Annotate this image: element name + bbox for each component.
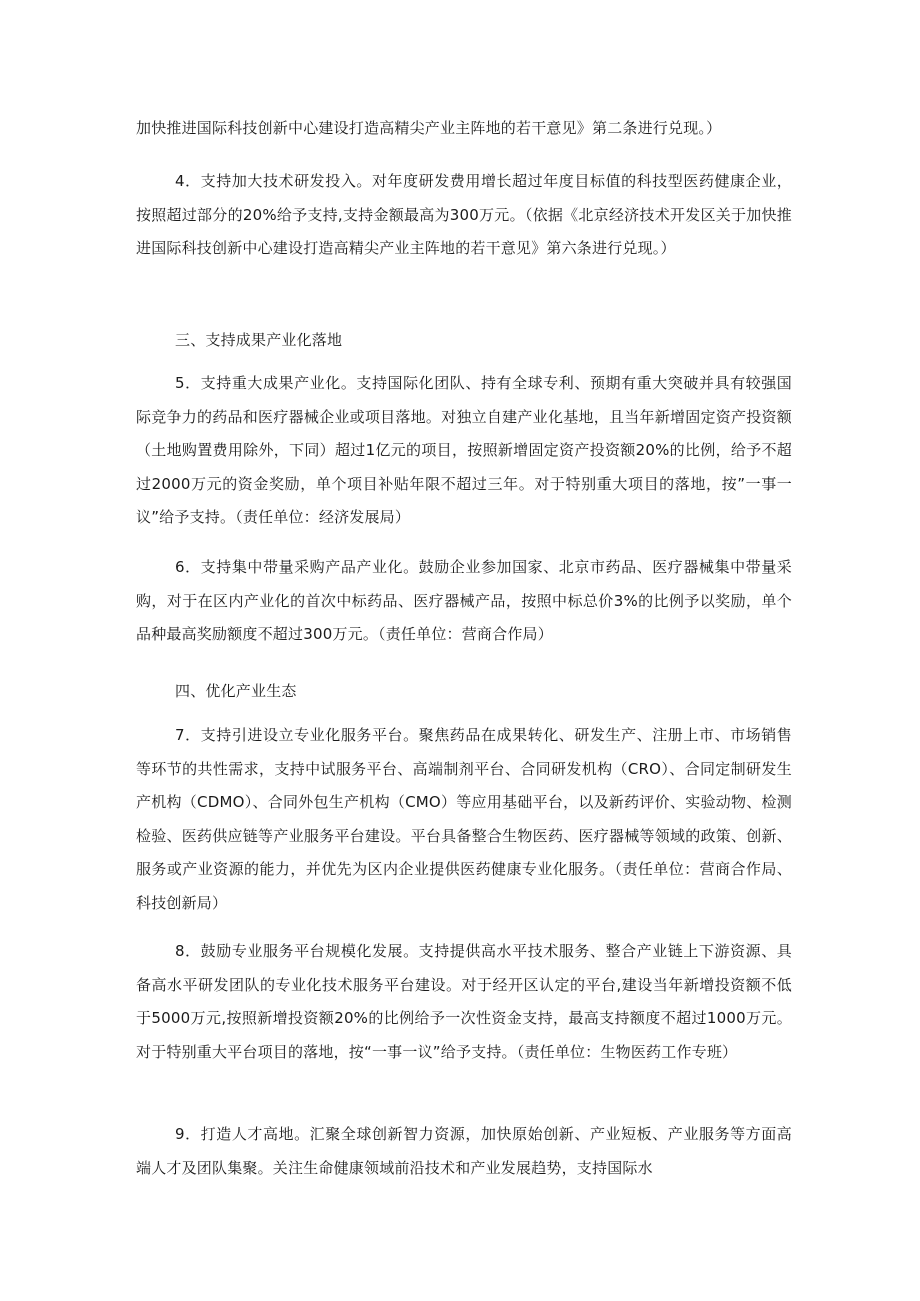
continuation-paragraph: 加快推进国际科技创新中心建设打造高精尖产业主阵地的若干意见》第二条进行兑现。） (136, 119, 722, 137)
item-5-paragraph: 5．支持重大成果产业化。支持国际化团队、持有全球专利、预期有重大突破并具有较强国际竞争力的药品和医疗器械企业或项目落地。对独立自建产业化基地，且当年新增固定资产投资额（土地购置费用除外，下同）超过1亿元的项目，按照新增固定资产投资额20%的比例，给予不超过2000万元的资金奖励，单个项目补贴年限不超过三年。对于特别重大项目的落地，按”一事一议”给予支持。（责任单位：经济发展局） (136, 374, 792, 526)
item-9-paragraph: 9．打造人才高地。汇聚全球创新智力资源，加快原始创新、产业短板、产业服务等方面高端人才及团队集聚。关注生命健康领域前沿技术和产业发展趋势，支持国际水 (136, 1125, 792, 1177)
section-3-heading: 三、支持成果产业化落地 (175, 331, 343, 349)
item-6-paragraph: 6．支持集中带量采购产品产业化。鼓励企业参加国家、北京市药品、医疗器械集中带量采购，对于在区内产业化的首次中标药品、医疗器械产品，按照中标总价3%的比例予以奖励，单个品种最高奖励额度不超过300万元。（责任单位：营商合作局） (136, 558, 792, 643)
item-4-paragraph: 4．支持加大技术研发投入。对年度研发费用增长超过年度目标值的科技型医药健康企业，按照超过部分的20%给予支持,支持金额最高为300万元。（依据《北京经济技术开发区关于加快推进国际科技创新中心建设打造高精尖产业主阵地的若干意见》第六条进行兑现。） (136, 172, 792, 257)
section-4-heading: 四、优化产业生态 (175, 682, 297, 700)
item-8-paragraph: 8．鼓励专业服务平台规模化发展。支持提供高水平技术服务、整合产业链上下游资源、具备高水平研发团队的专业化技术服务平台建设。对于经开区认定的平台,建设当年新增投资额不低于5000万元,按照新增投资额20%的比例给予一次性资金支持，最高支持额度不超过1000万元。对于特别重大平台项目的落地，按“一事一议”给予支持。（责任单位：生物医药工作专班） (136, 942, 792, 1061)
item-7-paragraph: 7．支持引进设立专业化服务平台。聚焦药品在成果转化、研发生产、注册上市、市场销售等环节的共性需求，支持中试服务平台、高端制剂平台、合同研发机构（CRO）、合同定制研发生产机构（CDMO）、合同外包生产机构（CMO）等应用基础平台，以及新药评价、实验动物、检测检验、医药供应链等产业服务平台建设。平台具备整合生物医药、医疗器械等领域的政策、创新、服务或产业资源的能力，并优先为区内企业提供医药健康专业化服务。（责任单位：营商合作局、科技创新局） (136, 726, 792, 912)
